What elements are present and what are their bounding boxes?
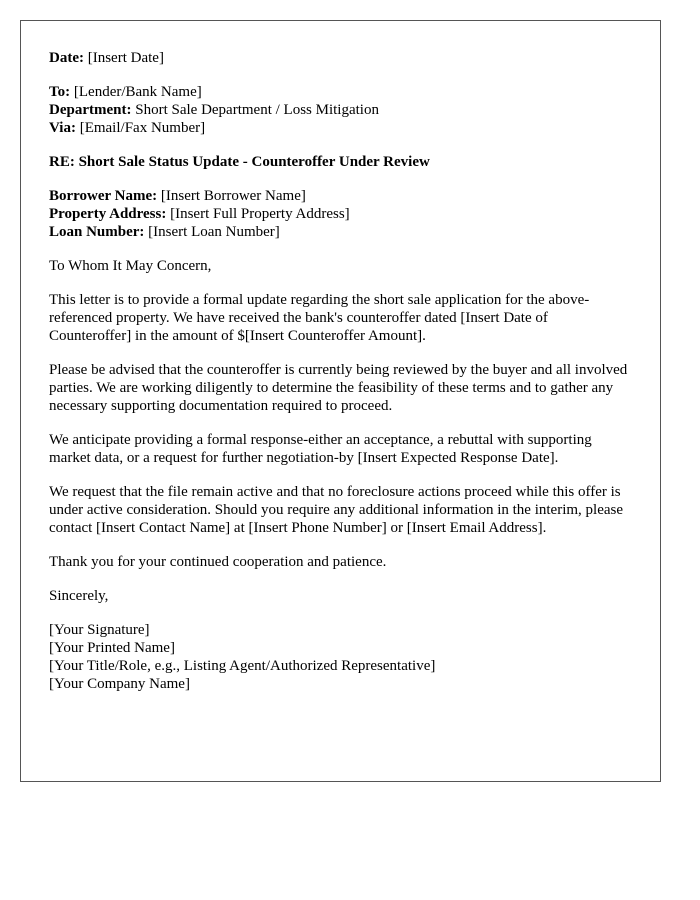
subject-line: RE: Short Sale Status Update - Counteroffer Under Review — [49, 154, 430, 170]
body-paragraph: This letter is to provide a formal update regarding the short sale application for the above-referenced property. We have received the bank's counteroffer dated [Insert Date of Counteroffer] in the amount of $[Insert Counteroffer Amount]. — [49, 292, 590, 344]
letter-document — [20, 20, 661, 782]
body-paragraph: Thank you for your continued cooperation and patience. — [49, 554, 387, 570]
borrower-block: Borrower Name: [Insert Borrower Name] Property Address: [Insert Full Property Address] Loan Number: [Insert Loan Number] — [49, 188, 350, 240]
recipient-block: To: [Lender/Bank Name] Department: Short Sale Department / Loss Mitigation Via: [Email/Fax Number] — [49, 84, 379, 136]
closing: Sincerely, — [49, 588, 109, 604]
salutation: To Whom It May Concern, — [49, 258, 212, 274]
body-paragraph: We request that the file remain active and that no foreclosure actions proceed while this offer is under active consideration. Should you require any additional information in the interim, please contact [Insert Contact Name] at [Insert Phone Number] or [Insert Email Address]. — [49, 484, 624, 536]
body-paragraph: Please be advised that the counteroffer is currently being reviewed by the buyer and all involved parties. We are working diligently to determine the feasibility of these terms and to gather any necessary supporting documentation required to proceed. — [49, 362, 628, 414]
date-line: Date: [Insert Date] — [49, 50, 164, 66]
signature-block: [Your Signature] [Your Printed Name] [Your Title/Role, e.g., Listing Agent/Authorized Representative] [Your Company Name] — [49, 622, 436, 692]
body-paragraph: We anticipate providing a formal response-either an acceptance, a rebuttal with supporting market data, or a request for further negotiation-by [Insert Expected Response Date]. — [49, 432, 592, 466]
